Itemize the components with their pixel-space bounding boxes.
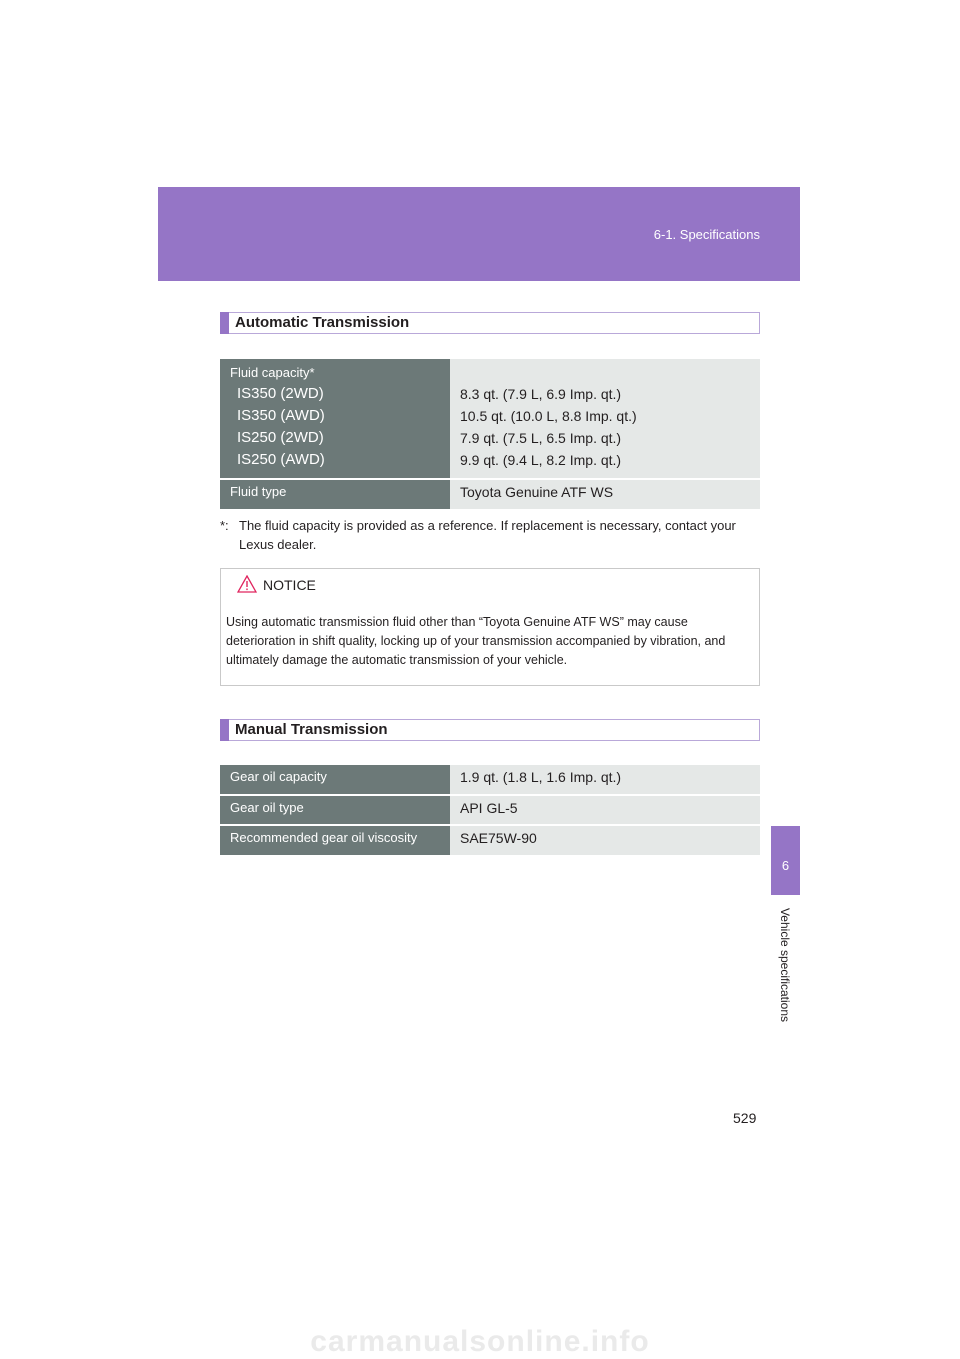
model-label: IS350 (AWD) (237, 407, 325, 424)
heading-accent-bar (220, 312, 229, 334)
fluid-type-label: Fluid type (220, 479, 450, 509)
capacity-value: 9.9 qt. (9.4 L, 8.2 Imp. qt.) (460, 452, 622, 468)
chapter-tab (771, 826, 800, 895)
gear-oil-viscosity-label: Recommended gear oil viscosity (220, 825, 450, 855)
capacity-footnote (220, 516, 760, 554)
capacity-value: 8.3 qt. (7.9 L, 6.9 Imp. qt.) (460, 386, 622, 402)
model-label: IS250 (AWD) (237, 451, 325, 468)
fluid-capacity-label: Fluid capacity* (230, 365, 315, 380)
notice-box (220, 568, 760, 686)
notice-heading (237, 575, 316, 593)
watermark: carmanualsonline.info (310, 1325, 650, 1358)
gear-oil-capacity-label: Gear oil capacity (220, 765, 450, 795)
chapter-number: 6 (781, 858, 790, 873)
fluid-capacity-values-cell (450, 359, 760, 479)
warning-triangle-icon (237, 575, 257, 593)
model-label: IS250 (2WD) (237, 429, 324, 446)
chapter-label: Vehicle specifications (778, 907, 792, 1023)
notice-title: NOTICE (263, 577, 316, 593)
table-row (220, 479, 760, 509)
fluid-type-value: Toyota Genuine ATF WS (450, 479, 760, 509)
footnote-mark: *: (220, 518, 229, 533)
automatic-transmission-title: Automatic Transmission (235, 314, 410, 331)
table-row (220, 825, 760, 855)
table-row (220, 765, 760, 795)
manual-transmission-heading (220, 719, 760, 741)
fluid-capacity-label-cell (220, 359, 450, 479)
model-label: IS350 (2WD) (237, 385, 324, 402)
capacity-value: 7.9 qt. (7.5 L, 6.5 Imp. qt.) (460, 430, 622, 446)
gear-oil-type-value: API GL-5 (450, 795, 760, 825)
notice-body: Using automatic transmission fluid other than “Toyota Genuine ATF WS” may cause deterioration in shift quality, locking up of your transmission accompanied by vibration, and ultimately damage the automatic transmission of your vehicle. (226, 615, 726, 667)
table-row (220, 795, 760, 825)
manual-transmission-table (220, 765, 760, 855)
gear-oil-capacity-value: 1.9 qt. (1.8 L, 1.6 Imp. qt.) (450, 765, 760, 795)
header-band (158, 187, 800, 281)
gear-oil-viscosity-value: SAE75W-90 (450, 825, 760, 855)
footnote-text: The fluid capacity is provided as a reference. If replacement is necessary, contact your Lexus dealer. (239, 518, 736, 552)
manual-transmission-title: Manual Transmission (235, 721, 388, 738)
automatic-transmission-heading (220, 312, 760, 334)
page-number: 529 (733, 1110, 757, 1126)
table-row (220, 359, 760, 479)
section-header-title: 6-1. Specifications (653, 227, 760, 242)
capacity-value: 10.5 qt. (10.0 L, 8.8 Imp. qt.) (460, 408, 637, 424)
automatic-transmission-table (220, 359, 760, 509)
heading-accent-bar (220, 719, 229, 741)
gear-oil-type-label: Gear oil type (220, 795, 450, 825)
